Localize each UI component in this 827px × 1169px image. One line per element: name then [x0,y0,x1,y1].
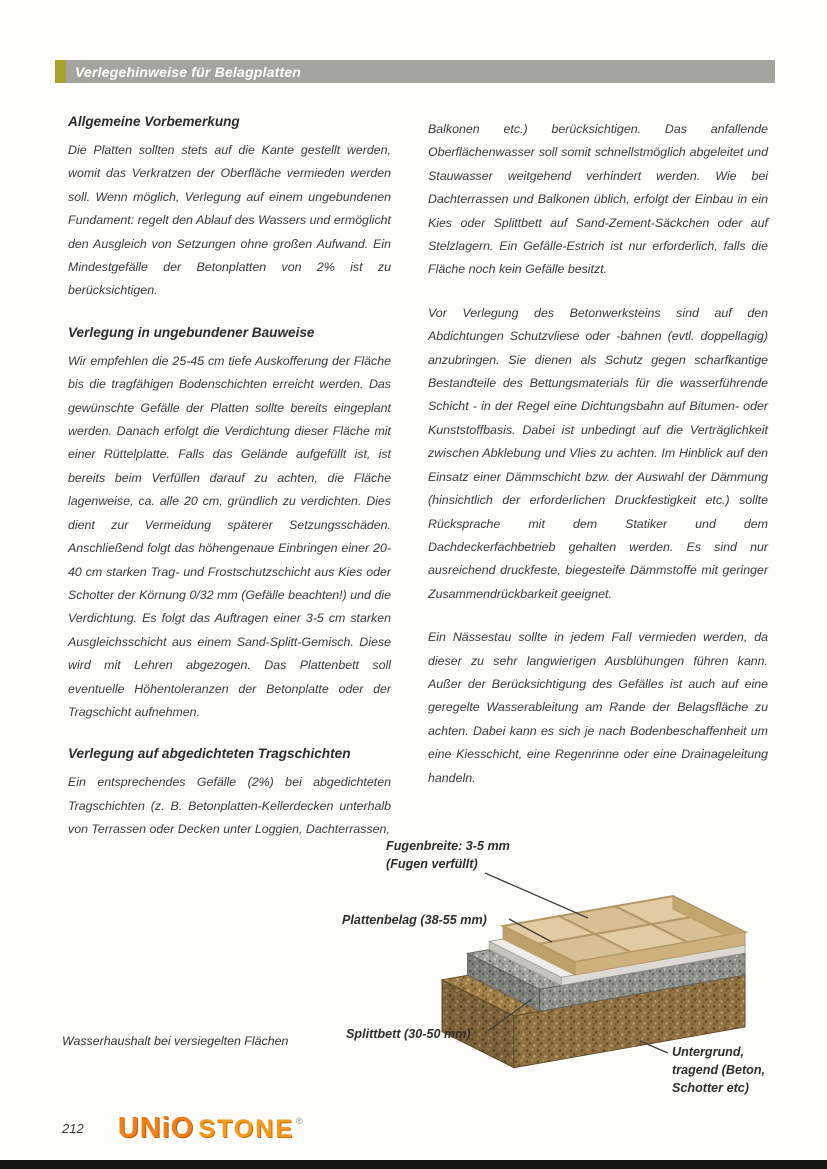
heading-ungebundene-bauweise: Verlegung in ungebundener Bauweise [68,324,315,340]
label-untergrund-1: Untergrund, [672,1045,745,1059]
paragraph-abgedichtete-tragschichten: Ein entsprechendes Gefälle (2%) bei abgedichteten Tragschichten (z. B. Betonplatten-Kellerdecken unterhalb von Terrassen oder Decken unter Loggien, Dachterrassen, [68,775,391,837]
label-splittbett: Splittbett (30-50 mm) [346,1027,471,1041]
section-header-bar [55,60,775,83]
right-column [428,112,768,862]
paragraph-abdichtung-schutzvlies: Vor Verlegung des Betonwerksteins sind auf den Abdichtungen Schutzvliese oder -bahnen (evtl. doppellagig) anzubringen. Sie dienen als Schutz gegen scharfkantige Bestandteile des Bettungsmaterials für die wasserführende Schicht - in der Regel eine Dichtungsbahn auf Bitumen- oder Kunststoffbasis. Dabei ist unbedingt auf die Verträglichkeit zwischen Abklebung und Vlies zu achten. Im Hinblick auf den Einsatz einer Dämmschicht bzw. der Auswahl der Dämmung (hinsichtlich der erforderlichen Druckfestigkeit etc.) sollte Rücksprache mit dem Statiker und dem Dachdeckerfachbetrieb gehalten werden. Es sind nur ausreichend druckfeste, biegesteife Dämmstoffe mit geringer Zusammendrückbarkeit geeignet. [428,305,768,601]
label-fugenbreite: Fugenbreite: 3-5 mm [386,839,510,853]
label-untergrund-2: tragend (Beton, [672,1063,766,1077]
construction-figure [338,828,780,1102]
paragraph-ungebundene-bauweise: Wir empfehlen die 25-45 cm tiefe Auskofferung der Fläche bis die tragfähigen Bodenschichten erreicht werden. Das gewünschte Gefälle der Platten sollte bereits eingeplant werden. Danach erfolgt die Verdichtung dieser Fläche mit einer Rüttelplatte. Falls das Gelände aufgefüllt ist, ist bereits beim Verfüllen darauf zu achten, die Fläche lagenweise, ca. alle 20 cm, gründlich zu verdichten. Dies dient zur Vermeidung späterer Setzungsschäden. Anschließend folgt das höhengenaue Einbringen einer 20-40 cm starken Trag- und Frostschutzschicht aus Kies oder Schotter der Körnung 0/32 mm (Gefälle beachten!) und die Verdichtung. Es folgt das Auftragen einer 3-5 cm starken Ausgleichsschicht aus einem Sand-Splitt-Gemisch. Diese wird mit Lehren abgezogen. Das Plattenbett soll eventuelle Höhentoleranzen der Betonplatte oder der Tragschicht aufnehmen. [68,353,391,719]
registered-trademark-symbol: ® [295,1115,303,1126]
paragraph-naessestau: Ein Nässestau sollte in jedem Fall vermieden werden, da dieser zu sehr langwierigen Ausblühungen führen kann. Außer der Berücksichtigung des Gefälles ist auch auf eine geregelte Wasserableitung am Rande der Belagsfläche zu achten. Dabei kann es sich je nach Bodenbeschaffenheit um eine Kiesschicht, eine Regenrinne oder eine Drainageleitung handeln. [428,630,768,785]
page-number: 212 [62,1120,84,1136]
heading-abgedichtete-tragschichten: Verlegung auf abgedichteten Tragschichten [68,746,351,762]
label-untergrund-3: Schotter etc) [672,1081,749,1095]
logo-unio-text: UNiO [117,1111,195,1144]
label-fugen-verfuellt: (Fugen verfüllt) [386,857,478,871]
figure-caption: Wasserhaushalt bei versiegelten Flächen [62,1034,289,1048]
bottom-page-bar [0,1160,827,1169]
uniostone-logo [118,1112,303,1145]
page-footer [62,1110,303,1146]
paragraph-continuation-balkone: Balkonen etc.) berücksichtigen. Das anfallende Oberflächenwasser soll somit schnellstmöglich abgeleitet und Stauwasser weitgehend verhindert werden. Wie bei Dachterrassen und Balkonen üblich, erfolgt der Einbau in ein Kies oder Splittbett auf Sand-Zement-Säckchen oder auf Stelzlagern. Ein Gefälle-Estrich ist nur erforderlich, falls die Fläche noch kein Gefälle besitzt. [428,122,768,277]
construction-layers-diagram [338,828,780,1102]
logo-stone-text: STONE [198,1114,294,1143]
left-column [68,112,391,862]
text-columns [68,112,768,862]
header-accent-square [55,60,66,83]
paragraph-vorbemerkung: Die Platten sollten stets auf die Kante gestellt werden, womit das Verkratzen der Oberfläche vermieden werden soll. Wenn möglich, Verlegung auf einem ungebundenen Fundament: regelt den Ablauf des Wassers und ermöglicht den Ausgleich von Setzungen ohne großen Aufwand. Ein Mindestgefälle der Betonplatten von 2% ist zu berücksichtigen. [68,143,391,298]
label-plattenbelag: Plattenbelag (38-55 mm) [342,913,487,927]
heading-allgemeine-vorbemerkung: Allgemeine Vorbemerkung [68,114,240,129]
page-title: Verlegehinweise für Belagplatten [75,63,302,80]
